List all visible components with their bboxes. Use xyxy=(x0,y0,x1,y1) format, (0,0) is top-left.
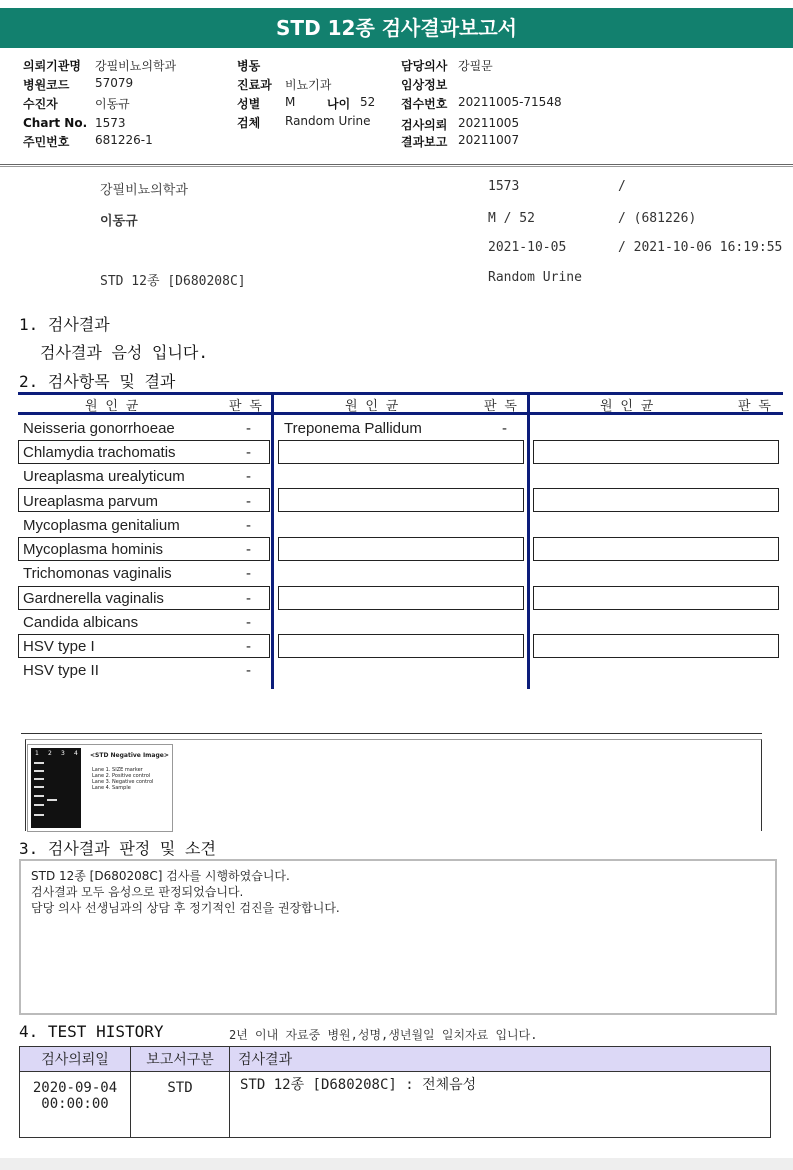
pathogen-result: - xyxy=(246,468,251,485)
gel-band xyxy=(34,814,44,816)
lane-label: 4 xyxy=(74,750,78,757)
gel-band xyxy=(34,795,44,797)
row-box xyxy=(278,634,524,658)
gel-image xyxy=(27,744,173,832)
header-divider-2 xyxy=(0,166,793,167)
summary-birth: / (681226) xyxy=(618,211,697,226)
page-footer-band xyxy=(0,1158,793,1170)
age-value: 52 xyxy=(360,95,376,109)
pathogen-name: Chlamydia trachomatis xyxy=(23,444,176,461)
row-box xyxy=(533,537,779,561)
gel-band xyxy=(34,762,44,764)
col2-header-pathogen: 원 인 균 xyxy=(345,399,399,414)
report-date-label: 결과보고 xyxy=(401,135,448,149)
clinical-info-label: 임상정보 xyxy=(401,78,448,92)
opinion-line: 담당 의사 선생님과의 상담 후 정기적인 검진을 권장합니다. xyxy=(31,901,340,915)
section1-text: 검사결과 음성 입니다. xyxy=(40,343,209,362)
chart-no-value: 1573 xyxy=(95,116,126,130)
pathogen-result: - xyxy=(246,565,251,582)
gel-band xyxy=(34,770,44,772)
summary-name: 이동규 xyxy=(100,214,138,229)
summary-reported: / 2021-10-06 16:19:55 xyxy=(618,240,783,255)
pathogen-result: - xyxy=(246,493,251,510)
sex-label: 성별 xyxy=(237,97,261,111)
section4-title: 4. TEST HISTORY xyxy=(19,1022,164,1041)
gel-top-rule xyxy=(21,733,762,734)
pathogen-result: - xyxy=(246,590,251,607)
specimen-value: Random Urine xyxy=(285,114,371,128)
gel-legend: Lane 3. Negative control xyxy=(92,779,154,785)
pathogen-result: - xyxy=(246,517,251,534)
history-date-cell xyxy=(20,1072,131,1138)
section2-title: 2. 검사항목 및 결과 xyxy=(19,372,176,391)
row-box xyxy=(278,488,524,512)
age-label: 나이 xyxy=(327,97,351,111)
col1-header-pathogen: 원 인 균 xyxy=(85,399,139,414)
request-date-label: 검사의뢰 xyxy=(401,118,448,132)
summary-sex-age: M / 52 xyxy=(488,211,535,226)
row-box xyxy=(533,586,779,610)
hospital-code-value: 57079 xyxy=(95,76,134,90)
resident-no-value: 681226-1 xyxy=(95,133,153,147)
lane-label: 3 xyxy=(61,750,65,757)
opinion-line: STD 12종 [D680208C] 검사를 시행하였습니다. xyxy=(31,869,290,883)
gel-legend: Lane 1. SIZE marker xyxy=(92,767,143,773)
patient-label: 수진자 xyxy=(23,97,58,111)
summary-chart: 1573 xyxy=(488,179,520,194)
gel-legend: Lane 2. Positive control xyxy=(92,773,151,779)
gel-band xyxy=(47,799,57,801)
specimen-label: 검체 xyxy=(237,116,261,130)
row-box xyxy=(278,440,524,464)
opinion-box xyxy=(19,859,777,1015)
section1-title: 1. 검사결과 xyxy=(19,315,110,334)
gel-title: <STD Negative Image> xyxy=(90,752,169,759)
row-box xyxy=(533,440,779,464)
pathogen-name: Mycoplasma hominis xyxy=(23,541,164,558)
row-box xyxy=(278,586,524,610)
pathogen-result: - xyxy=(246,541,251,558)
pathogen-name: HSV type II xyxy=(23,662,99,679)
pathogen-result: - xyxy=(246,638,251,655)
pathogen-result: - xyxy=(246,420,251,437)
gel-band xyxy=(34,804,44,806)
pathogen-result: - xyxy=(246,614,251,631)
col2-header-result: 판 독 xyxy=(484,399,517,414)
summary-received: 2021-10-05 xyxy=(488,240,567,255)
hospital-code-label: 병원코드 xyxy=(23,78,70,92)
section4-note: 2년 이내 자료중 병원,성명,생년월일 일치자료 입니다. xyxy=(229,1028,538,1042)
pathogen-name: Ureaplasma urealyticum xyxy=(23,468,185,485)
gel-legend: Lane 4. Sample xyxy=(92,785,131,791)
row-box xyxy=(533,488,779,512)
pathogen-result: - xyxy=(502,420,507,437)
table-row xyxy=(20,1072,771,1138)
summary-clinic: 강필비뇨의학과 xyxy=(100,183,188,198)
opinion-line: 검사결과 모두 음성으로 판정되었습니다. xyxy=(31,885,244,899)
summary-slash: / xyxy=(618,179,626,194)
history-type: STD xyxy=(131,1072,230,1138)
lane-label: 2 xyxy=(48,750,52,757)
history-header-date: 검사의뢰일 xyxy=(20,1047,131,1072)
gel-band xyxy=(34,778,44,780)
col3-header-result: 판 독 xyxy=(738,399,771,414)
pathogen-name: Gardnerella vaginalis xyxy=(23,590,164,607)
col1-header-result: 판 독 xyxy=(229,399,262,414)
patient-value: 이동규 xyxy=(95,97,130,111)
ward-label: 병동 xyxy=(237,59,261,73)
summary-specimen: Random Urine xyxy=(488,270,582,285)
history-date: 2020-09-04 xyxy=(32,1080,118,1096)
section3-title: 3. 검사결과 판정 및 소견 xyxy=(19,839,216,858)
pathogen-result: - xyxy=(246,444,251,461)
pathogen-name: Mycoplasma genitalium xyxy=(23,517,180,534)
pathogen-result: - xyxy=(246,662,251,679)
gel-band xyxy=(34,786,44,788)
pathogen-name: Treponema Pallidum xyxy=(284,420,422,437)
chart-no-label: Chart No. xyxy=(23,116,88,130)
clinic-value: 강필비뇨의학과 xyxy=(95,59,177,73)
receipt-no-label: 접수번호 xyxy=(401,97,448,111)
row-box xyxy=(533,634,779,658)
pathogen-name: Candida albicans xyxy=(23,614,139,631)
history-result: STD 12종 [D680208C] : 전체음성 xyxy=(230,1072,771,1138)
header-divider xyxy=(0,164,793,165)
table-col-divider-1 xyxy=(271,392,274,689)
table-col-divider-2 xyxy=(527,392,530,689)
pathogen-name: Trichomonas vaginalis xyxy=(23,565,172,582)
pathogen-name: HSV type I xyxy=(23,638,95,655)
pathogen-name: Ureaplasma parvum xyxy=(23,493,159,510)
clinic-label: 의뢰기관명 xyxy=(23,59,81,73)
request-date-value: 20211005 xyxy=(458,116,520,130)
department-label: 진료과 xyxy=(237,78,272,92)
history-header-type: 보고서구분 xyxy=(131,1047,230,1072)
report-title: STD 12종 검사결과보고서 xyxy=(0,8,793,48)
doctor-value: 강필문 xyxy=(458,59,493,73)
lane-label: 1 xyxy=(35,750,39,757)
gel-lanes-image xyxy=(31,748,81,828)
resident-no-label: 주민번호 xyxy=(23,135,70,149)
doctor-label: 담당의사 xyxy=(401,59,448,73)
sex-value: M xyxy=(285,95,296,109)
report-date-value: 20211007 xyxy=(458,133,520,147)
history-header-result: 검사결과 xyxy=(230,1047,771,1072)
history-time: 00:00:00 xyxy=(41,1096,109,1112)
history-table xyxy=(19,1046,771,1138)
department-value: 비뇨기과 xyxy=(285,78,332,92)
receipt-no-value: 20211005-71548 xyxy=(458,95,562,109)
history-header-row xyxy=(20,1047,771,1072)
summary-test: STD 12종 [D680208C] xyxy=(100,274,246,289)
col3-header-pathogen: 원 인 균 xyxy=(600,399,654,414)
pathogen-name: Neisseria gonorrhoeae xyxy=(23,420,175,437)
row-box xyxy=(278,537,524,561)
